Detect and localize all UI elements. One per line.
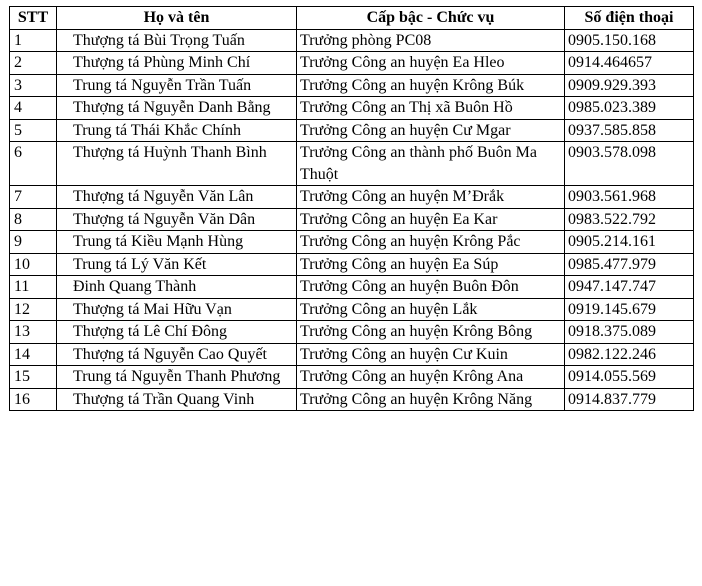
table-row	[10, 52, 694, 75]
cell-position: Trưởng Công an huyện Lắk	[297, 298, 565, 321]
cell-stt: 13	[10, 321, 57, 344]
header-position: Cấp bậc - Chức vụ	[297, 7, 565, 30]
cell-phone: 0982.122.246	[565, 343, 694, 366]
table-row	[10, 29, 694, 52]
cell-phone: 0947.147.747	[565, 276, 694, 299]
table-row	[10, 231, 694, 254]
table-row	[10, 366, 694, 389]
cell-stt: 15	[10, 366, 57, 389]
cell-stt: 2	[10, 52, 57, 75]
cell-stt: 14	[10, 343, 57, 366]
cell-stt: 5	[10, 119, 57, 142]
cell-name: Trung tá Nguyễn Thanh Phương	[57, 366, 297, 389]
table-row	[10, 142, 694, 186]
cell-phone: 0983.522.792	[565, 208, 694, 231]
cell-phone: 0914.837.779	[565, 388, 694, 411]
cell-stt: 4	[10, 97, 57, 120]
cell-name: Đinh Quang Thành	[57, 276, 297, 299]
cell-phone: 0918.375.089	[565, 321, 694, 344]
cell-phone: 0909.929.393	[565, 74, 694, 97]
header-phone: Số điện thoại	[565, 7, 694, 30]
cell-position: Trưởng Công an huyện Krông Pắc	[297, 231, 565, 254]
table-row	[10, 388, 694, 411]
cell-position: Trưởng Công an huyện Ea Kar	[297, 208, 565, 231]
cell-name: Thượng tá Bùi Trọng Tuấn	[57, 29, 297, 52]
cell-stt: 16	[10, 388, 57, 411]
cell-stt: 11	[10, 276, 57, 299]
cell-position: Trưởng Công an huyện Buôn Đôn	[297, 276, 565, 299]
table-header-row	[10, 7, 694, 30]
cell-position: Trưởng Công an huyện Cư Mgar	[297, 119, 565, 142]
table-row	[10, 343, 694, 366]
table-row	[10, 186, 694, 209]
table-row	[10, 74, 694, 97]
cell-position: Trưởng Công an huyện Krông Năng	[297, 388, 565, 411]
cell-name: Thượng tá Nguyễn Cao Quyết	[57, 343, 297, 366]
cell-phone: 0905.150.168	[565, 29, 694, 52]
cell-phone: 0914.055.569	[565, 366, 694, 389]
table-row	[10, 97, 694, 120]
cell-position: Trưởng Công an huyện Krông Ana	[297, 366, 565, 389]
cell-name: Thượng tá Lê Chí Đông	[57, 321, 297, 344]
cell-stt: 12	[10, 298, 57, 321]
cell-stt: 1	[10, 29, 57, 52]
table-row	[10, 276, 694, 299]
cell-phone: 0905.214.161	[565, 231, 694, 254]
cell-phone: 0919.145.679	[565, 298, 694, 321]
table-row	[10, 321, 694, 344]
cell-stt: 3	[10, 74, 57, 97]
header-name: Họ và tên	[57, 7, 297, 30]
cell-name: Thượng tá Phùng Minh Chí	[57, 52, 297, 75]
cell-name: Thượng tá Huỳnh Thanh Bình	[57, 142, 297, 186]
cell-stt: 6	[10, 142, 57, 186]
cell-phone: 0903.578.098	[565, 142, 694, 186]
cell-phone: 0937.585.858	[565, 119, 694, 142]
cell-position: Trưởng phòng PC08	[297, 29, 565, 52]
cell-stt: 7	[10, 186, 57, 209]
cell-position: Trưởng Công an huyện Krông Bông	[297, 321, 565, 344]
cell-stt: 10	[10, 253, 57, 276]
cell-name: Thượng tá Nguyễn Danh Bằng	[57, 97, 297, 120]
header-stt: STT	[10, 7, 57, 30]
cell-position: Trưởng Công an huyện Ea Hleo	[297, 52, 565, 75]
cell-name: Trung tá Nguyễn Trần Tuấn	[57, 74, 297, 97]
cell-phone: 0985.477.979	[565, 253, 694, 276]
cell-position: Trưởng Công an huyện Ea Súp	[297, 253, 565, 276]
cell-name: Thượng tá Nguyễn Văn Dân	[57, 208, 297, 231]
table-row	[10, 208, 694, 231]
cell-position: Trưởng Công an huyện M’Đrắk	[297, 186, 565, 209]
cell-stt: 9	[10, 231, 57, 254]
cell-name: Thượng tá Mai Hữu Vạn	[57, 298, 297, 321]
cell-position: Trưởng Công an huyện Cư Kuin	[297, 343, 565, 366]
cell-name: Trung tá Lý Văn Kết	[57, 253, 297, 276]
cell-position: Trưởng Công an Thị xã Buôn Hồ	[297, 97, 565, 120]
cell-phone: 0914.464657	[565, 52, 694, 75]
cell-stt: 8	[10, 208, 57, 231]
table-body	[10, 29, 694, 411]
contact-table	[9, 6, 694, 411]
cell-name: Thượng tá Trần Quang Vinh	[57, 388, 297, 411]
cell-position: Trưởng Công an thành phố Buôn Ma Thuột	[297, 142, 565, 186]
cell-phone: 0985.023.389	[565, 97, 694, 120]
cell-name: Trung tá Thái Khắc Chính	[57, 119, 297, 142]
table-row	[10, 253, 694, 276]
table-row	[10, 119, 694, 142]
table-row	[10, 298, 694, 321]
cell-phone: 0903.561.968	[565, 186, 694, 209]
cell-name: Thượng tá Nguyễn Văn Lân	[57, 186, 297, 209]
cell-position: Trưởng Công an huyện Krông Búk	[297, 74, 565, 97]
cell-name: Trung tá Kiều Mạnh Hùng	[57, 231, 297, 254]
